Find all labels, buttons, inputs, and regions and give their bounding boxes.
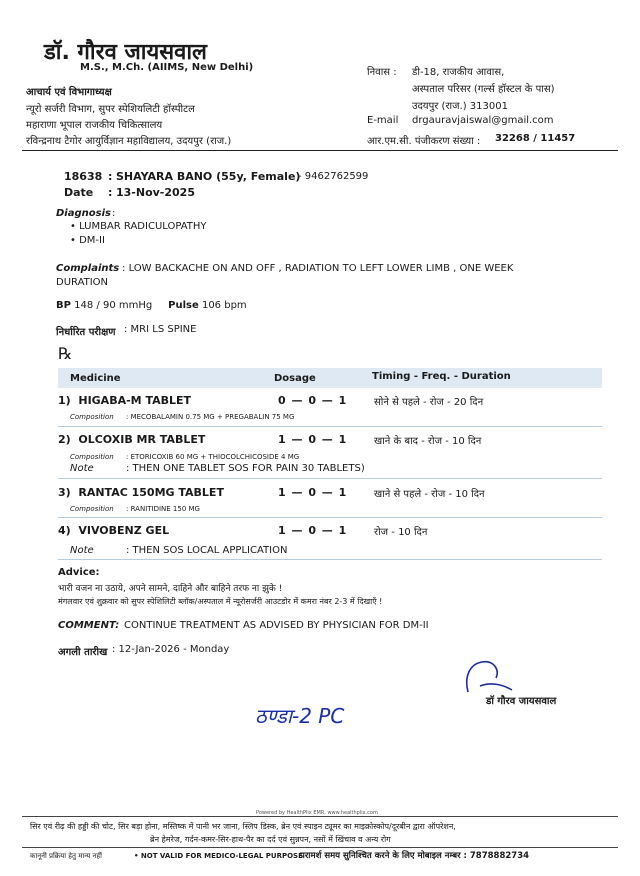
rx-item-2-comp: : ETORICOXIB 60 MG + THIOCOLCHICOSIDE 4 MG <box>126 453 300 461</box>
next-visit-value: : 12-Jan-2026 - Monday <box>112 644 230 655</box>
email-label: E-mail <box>367 115 399 126</box>
col-timing: Timing - Freq. - Duration <box>372 371 511 382</box>
rx-item-3-name: 3) RANTAC 150MG TABLET <box>58 486 224 499</box>
legal-note-en: • NOT VALID FOR MEDICO-LEGAL PURPOSE <box>134 852 303 860</box>
investigation-label: निर्धारित परीक्षण <box>56 327 116 338</box>
patient-name: SHAYARA BANO (55y, Female) <box>116 170 301 183</box>
diagnosis-item: • LUMBAR RADICULOPATHY <box>70 221 207 232</box>
header-divider <box>22 150 618 151</box>
rx-item-1-timing: सोने से पहले - रोज - 20 दिन <box>374 397 484 408</box>
diagnosis-label: Diagnosis <box>56 208 111 219</box>
pulse-label: Pulse <box>168 300 199 311</box>
dept-line-3: रविन्द्रनाथ टैगोर आयुर्विज्ञान महाविद्यालय, उदयपुर (राज.) <box>26 136 232 147</box>
rx-separator <box>58 426 602 427</box>
rx-item-1-comp-label: Composition <box>70 413 114 421</box>
legal-note: कानूनी प्रक्रिया हेतु मान्य नहीं <box>30 852 102 860</box>
address-line-2: अस्पताल परिसर (गर्ल्स हॉस्टल के पास) <box>412 84 555 95</box>
rx-item-2-name: 2) OLCOXIB MR TABLET <box>58 433 206 446</box>
footer-services-2: ब्रेन हेमरेज, गर्दन-कमर-सिर-हाथ-पैर का दर्द एवं सुन्नपन, नसों में खिंचाव व अन्य रोग <box>150 835 391 844</box>
date-label: Date <box>64 186 94 199</box>
address-line-3: उदयपुर (राज.) 313001 <box>412 101 508 112</box>
advice-label: Advice: <box>58 567 100 578</box>
rx-item-3-timing: खाने से पहले - रोज - 10 दिन <box>374 489 485 500</box>
signature-mark <box>460 656 520 696</box>
vitals <box>56 300 247 311</box>
footer-services-1: सिर एवं रीढ़ की हड्डी की चोट, सिर बड़ा होना, मस्तिष्क में पानी भर जाना, स्लिप डिस्क, ब्रेन एवं स्पाइन ट्यूमर का माइक्रोस्कोप/दूरबीन द्वारा ऑपरेशन, <box>30 822 456 831</box>
rx-item-4-timing: रोज - 10 दिन <box>374 527 428 538</box>
rx-item-1-dose: 0 — 0 — 1 <box>278 394 348 407</box>
comment-label: COMMENT: <box>58 620 120 631</box>
patient-phone: - 9462762599 <box>298 171 369 182</box>
rx-table-header <box>58 368 602 388</box>
bp-unit: mmHg <box>118 300 153 311</box>
complaints-label: Complaints <box>56 263 120 274</box>
rx-separator <box>58 559 602 560</box>
registration-label: आर.एम.सी. पंजीकरण संख्या : <box>367 136 481 147</box>
complaints-text: : LOW BACKACHE ON AND OFF , RADIATION TO LEFT LOWER LIMB , ONE WEEK <box>122 263 514 274</box>
col-dosage: Dosage <box>274 373 316 384</box>
next-visit-label: अगली तारीख <box>58 647 108 658</box>
doctor-name: डॉ. गौरव जायसवाल <box>44 40 207 65</box>
visit-date: 13-Nov-2025 <box>116 186 195 199</box>
bp-value: 148 / 90 <box>74 300 116 311</box>
comment-text: CONTINUE TREATMENT AS ADVISED BY PHYSICIAN FOR DM-II <box>124 620 429 631</box>
investigation-value: : MRI LS SPINE <box>124 324 197 335</box>
pulse-value: 106 bpm <box>201 300 247 311</box>
footer-divider <box>22 847 618 848</box>
rx-item-2-timing: खाने के बाद - रोज - 10 दिन <box>374 436 482 447</box>
contact-line: परामर्श समय सुनिश्चित करने के लिए मोबाइल नम्बर : 7878882734 <box>300 851 530 861</box>
rx-item-1-comp: : MECOBALAMIN 0.75 MG + PREGABALIN 75 MG <box>126 413 295 421</box>
rx-item-2-note: : THEN ONE TABLET SOS FOR PAIN 30 TABLETS) <box>126 463 365 474</box>
col-medicine: Medicine <box>70 373 121 384</box>
email-value: drgauravjaiswal@gmail.com <box>412 115 554 126</box>
rx-item-4-dose: 1 — 0 — 1 <box>278 524 348 537</box>
address-line-1: डी-18, राजकीय आवास, <box>412 67 505 78</box>
rx-item-2-note-label: Note <box>70 463 94 474</box>
rx-item-4-note-label: Note <box>70 545 94 556</box>
rx-item-3-comp: : RANITIDINE 150 MG <box>126 505 200 513</box>
rx-item-3-comp-label: Composition <box>70 505 114 513</box>
rx-item-2-dose: 1 — 0 — 1 <box>278 433 348 446</box>
advice-line-1: भारी वजन ना उठाये, अपने सामने, दाहिने और बाहिने तरफ ना झुके ! <box>58 584 283 594</box>
dept-line-1: न्यूरो सर्जरी विभाग, सुपर स्पेशियलिटी हॉस्पीटल <box>26 104 195 115</box>
handwritten-note: ठण्डा-2 PC <box>255 704 345 728</box>
rx-item-1-name: 1) HIGABA-M TABLET <box>58 394 192 407</box>
address-label: निवास : <box>367 67 397 78</box>
signature-name: डॉ गौरव जायसवाल <box>486 696 557 707</box>
rx-item-2-comp-label: Composition <box>70 453 114 461</box>
doctor-degrees: M.S., M.Ch. (AIIMS, New Delhi) <box>80 62 254 73</box>
dept-line-2: महाराणा भूपाल राजकीय चिकित्सालय <box>26 120 163 131</box>
complaints-text-cont: DURATION <box>56 277 109 288</box>
rx-symbol: ℞ <box>58 344 73 363</box>
rx-item-4-note: : THEN SOS LOCAL APPLICATION <box>126 545 288 556</box>
rx-item-4-name: 4) VIVOBENZ GEL <box>58 524 170 537</box>
rx-separator <box>58 478 602 479</box>
registration-number: 32268 / 11457 <box>495 133 576 144</box>
diagnosis-item: • DM-II <box>70 235 105 246</box>
rx-separator <box>58 517 602 518</box>
bp-label: BP <box>56 300 71 311</box>
powered-by: Powered by HealthPlix EMR, www.healthplix.com <box>256 810 378 816</box>
rx-item-3-dose: 1 — 0 — 1 <box>278 486 348 499</box>
patient-id: 18638 <box>64 170 103 183</box>
designation: आचार्य एवं विभागाध्यक्ष <box>26 87 112 98</box>
advice-line-2: मंगलवार एवं शुक्रवार को सुपर स्पेशिलिटी ब्लॉक/अस्पताल में न्यूरोसर्जरी आउटडोर में कमरा नंबर 2-3 में दिखाएँ ! <box>58 597 383 606</box>
footer-divider <box>22 816 618 817</box>
